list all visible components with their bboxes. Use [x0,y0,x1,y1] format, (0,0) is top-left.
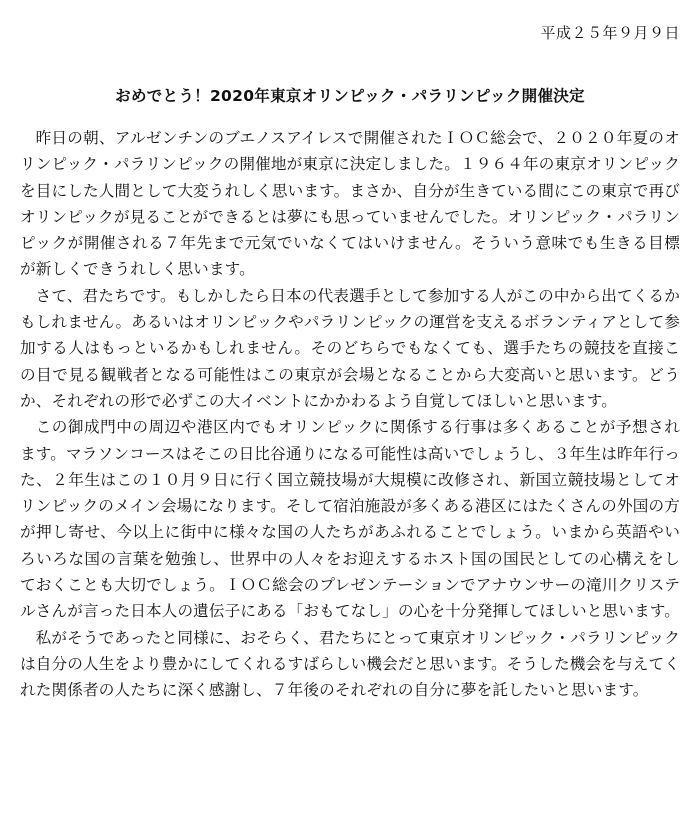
document-date: 平成２５年９月９日 [540,24,680,42]
paragraph-2: さて、君たちです。もしかしたら日本の代表選手として参加する人がこの中から出てくるかもしれません。あるいはオリンピックやパラリンピックの運営を支えるボランティアとして参加する人はもっといるかもしれません。そのどちらでもなくても、選手たちの競技を直接この目で見る観戦者となる可能性はこの東京が会場となることから大変高いと思います。どうか、それぞれの形で必ずこの大イベントにかかわるよう自覚してほしいと思います。 [20,286,680,410]
paragraph-4: 私がそうであったと同様に、おそらく、君たちにとって東京オリンピック・パラリンピックは自分の人生をより豊かにしてくれるすばらしい機会だと思います。そうした機会を与えてくれた関係者の人たちに深く感謝し、７年後のそれぞれの自分に夢を託したいと思います。 [20,628,680,700]
paragraph-3: この御成門中の周辺や港区内でもオリンピックに関係する行事は多くあることが予想されます。マラソンコースはそこの日比谷通りになる可能性は高いでしょうし、３年生は昨年行った、２年生はこの１０月９日に行く国立競技場が大規模に改修され、新国立競技場としてオリンピックのメイン会場になります。そして宿泊施設が多くある港区にはたくさんの外国の方が押し寄せ、今以上に街中に様々な国の人たちがあふれることでしょう。いまから英語やいろいろな国の言葉を勉強し、世界中の人々をお迎えするホスト国の国民としての心構えをしておくことも大切でしょう。ＩＯＣ総会のプレゼンテーションでアナウンサーの滝川クリステルさんが言った日本人の遺伝子にある「おもてなし」の心を十分発揮してほしいと思います。 [20,418,680,621]
paragraph-1: 昨日の朝、アルゼンチンのブエノスアイレスで開催されたＩＯＣ総会で、２０２０年夏のオリンピック・パラリンピックの開催地が東京に決定しました。１９６４年の東京オリンピックを目にした人間として大変うれしく思います。まさか、自分が生きている間にこの東京で再びオリンピックが見ることができるとは夢にも思っていませんでした。オリンピック・パラリンピックが開催される７年先まで元気でいなくてはいけません。そういう意味でも生きる目標が新しくできうれしく思います。 [20,129,680,279]
document-body [20,125,680,704]
document-title: おめでとう！2020年東京オリンピック・パラリンピック開催決定 [115,87,585,105]
